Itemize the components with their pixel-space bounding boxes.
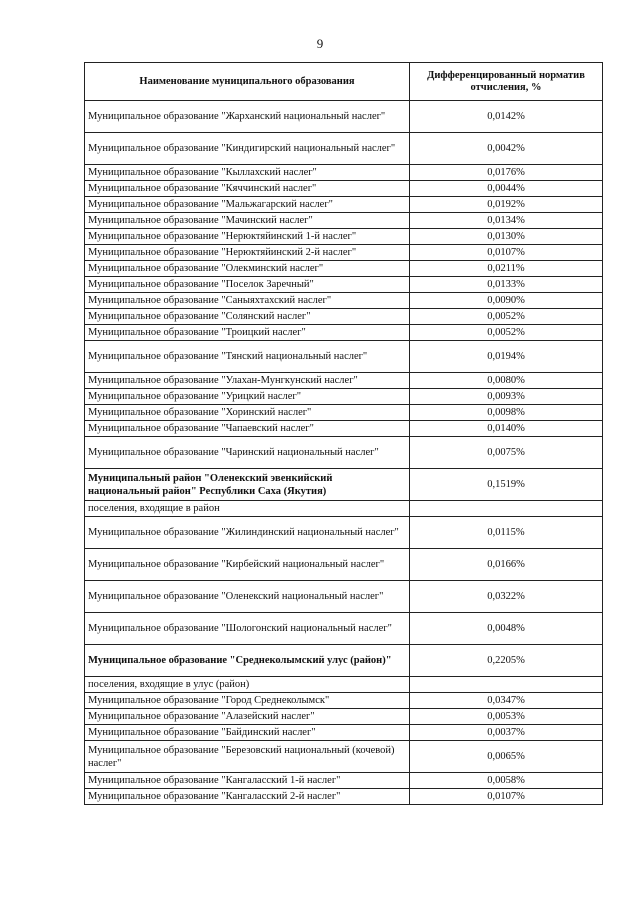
- row-name: Муниципальное образование "Нерюктяйинский 2-й наслег": [85, 245, 410, 261]
- row-name: Муниципальное образование "Алазейский наслег": [85, 709, 410, 725]
- row-value: 0,0194%: [410, 341, 603, 373]
- row-value: 0,0107%: [410, 245, 603, 261]
- row-value: 0,1519%: [410, 469, 603, 501]
- row-value: 0,0093%: [410, 389, 603, 405]
- row-name: поселения, входящие в район: [85, 501, 410, 517]
- row-name: Муниципальное образование "Березовский национальный (кочевой) наслег": [85, 741, 410, 773]
- row-name: Муниципальное образование "Кяччинский наслег": [85, 181, 410, 197]
- row-name: Муниципальное образование "Урицкий наслег": [85, 389, 410, 405]
- row-value: 0,0347%: [410, 693, 603, 709]
- row-value: 0,0115%: [410, 517, 603, 549]
- table-header-row: [85, 63, 603, 101]
- table-row: [85, 101, 603, 133]
- row-name: Муниципальное образование "Жарханский национальный наслег": [85, 101, 410, 133]
- row-value: 0,0211%: [410, 261, 603, 277]
- row-value: 0,0192%: [410, 197, 603, 213]
- table-row: [85, 789, 603, 805]
- row-value: 0,0134%: [410, 213, 603, 229]
- table-row: [85, 549, 603, 581]
- row-value: 0,0058%: [410, 773, 603, 789]
- table-row: [85, 341, 603, 373]
- table-row: [85, 133, 603, 165]
- row-value: 0,0133%: [410, 277, 603, 293]
- row-value: 0,0042%: [410, 133, 603, 165]
- row-name: Муниципальное образование "Кыллахский наслег": [85, 165, 410, 181]
- row-value: 0,0176%: [410, 165, 603, 181]
- table-row: [85, 325, 603, 341]
- table-row: [85, 293, 603, 309]
- row-name: Муниципальное образование "Чапаевский наслег": [85, 421, 410, 437]
- table-row: [85, 437, 603, 469]
- table-row: [85, 517, 603, 549]
- table-row: [85, 421, 603, 437]
- row-value: 0,0052%: [410, 309, 603, 325]
- table-row: [85, 725, 603, 741]
- row-value: 0,0065%: [410, 741, 603, 773]
- row-name: Муниципальное образование "Троицкий наслег": [85, 325, 410, 341]
- table-row: [85, 693, 603, 709]
- table-row: [85, 613, 603, 645]
- row-name: Муниципальное образование "Город Среднеколымск": [85, 693, 410, 709]
- row-value: 0,0048%: [410, 613, 603, 645]
- row-value: [410, 677, 603, 693]
- table-row: [85, 261, 603, 277]
- row-name: Муниципальное образование "Нерюктяйинский 1-й наслег": [85, 229, 410, 245]
- table-row: [85, 773, 603, 789]
- table-row: [85, 709, 603, 725]
- row-name: Муниципальное образование "Мальжагарский наслег": [85, 197, 410, 213]
- row-name: Муниципальное образование "Саныяхтахский наслег": [85, 293, 410, 309]
- row-name: Муниципальное образование "Поселок Заречный": [85, 277, 410, 293]
- row-value: 0,0107%: [410, 789, 603, 805]
- row-name: Муниципальное образование "Кангаласский 2-й наслег": [85, 789, 410, 805]
- row-value: 0,2205%: [410, 645, 603, 677]
- row-value: 0,0142%: [410, 101, 603, 133]
- row-value: 0,0098%: [410, 405, 603, 421]
- table-row: [85, 405, 603, 421]
- table-row: [85, 213, 603, 229]
- row-name: Муниципальное образование "Байдинский наслег": [85, 725, 410, 741]
- row-name: Муниципальное образование "Олекминский наслег": [85, 261, 410, 277]
- row-name: Муниципальное образование "Оленекский национальный наслег": [85, 581, 410, 613]
- header-name: Наименование муниципального образования: [85, 63, 410, 101]
- row-value: 0,0322%: [410, 581, 603, 613]
- table-body: [85, 101, 603, 805]
- header-value: Дифференцированный норматив отчисления, %: [410, 63, 603, 101]
- row-value: 0,0037%: [410, 725, 603, 741]
- row-name: Муниципальное образование "Улахан-Мунгкунский наслег": [85, 373, 410, 389]
- table-row: [85, 373, 603, 389]
- row-value: 0,0075%: [410, 437, 603, 469]
- row-value: [410, 501, 603, 517]
- row-value: 0,0053%: [410, 709, 603, 725]
- table-row: [85, 165, 603, 181]
- row-name: Муниципальное образование "Чаринский национальный наслег": [85, 437, 410, 469]
- table-row: [85, 469, 603, 501]
- row-name: Муниципальное образование "Тянский национальный наслег": [85, 341, 410, 373]
- norms-table: [84, 62, 603, 805]
- row-name: Муниципальный район "Оленекский эвенкийский национальный район" Республики Саха (Якутия): [85, 469, 410, 501]
- row-value: 0,0090%: [410, 293, 603, 309]
- table-row: [85, 645, 603, 677]
- row-name: Муниципальное образование "Среднеколымский улус (район)": [85, 645, 410, 677]
- row-name: Муниципальное образование "Киндигирский национальный наслег": [85, 133, 410, 165]
- row-name: Муниципальное образование "Мачинский наслег": [85, 213, 410, 229]
- table-row: [85, 389, 603, 405]
- table-row: [85, 501, 603, 517]
- row-value: 0,0080%: [410, 373, 603, 389]
- row-name: Муниципальное образование "Шологонский национальный наслег": [85, 613, 410, 645]
- table-row: [85, 741, 603, 773]
- row-value: 0,0166%: [410, 549, 603, 581]
- row-name: Муниципальное образование "Солянский наслег": [85, 309, 410, 325]
- row-value: 0,0052%: [410, 325, 603, 341]
- table-row: [85, 229, 603, 245]
- row-value: 0,0130%: [410, 229, 603, 245]
- page-number: 9: [316, 36, 324, 51]
- table-row: [85, 245, 603, 261]
- row-value: 0,0044%: [410, 181, 603, 197]
- row-name: поселения, входящие в улус (район): [85, 677, 410, 693]
- table-row: [85, 309, 603, 325]
- table-row: [85, 197, 603, 213]
- table-row: [85, 677, 603, 693]
- row-name: Муниципальное образование "Кирбейский национальный наслег": [85, 549, 410, 581]
- row-value: 0,0140%: [410, 421, 603, 437]
- table-row: [85, 277, 603, 293]
- row-name: Муниципальное образование "Кангаласский 1-й наслег": [85, 773, 410, 789]
- table-row: [85, 181, 603, 197]
- row-name: Муниципальное образование "Хоринский наслег": [85, 405, 410, 421]
- row-name: Муниципальное образование "Жилиндинский национальный наслег": [85, 517, 410, 549]
- table-row: [85, 581, 603, 613]
